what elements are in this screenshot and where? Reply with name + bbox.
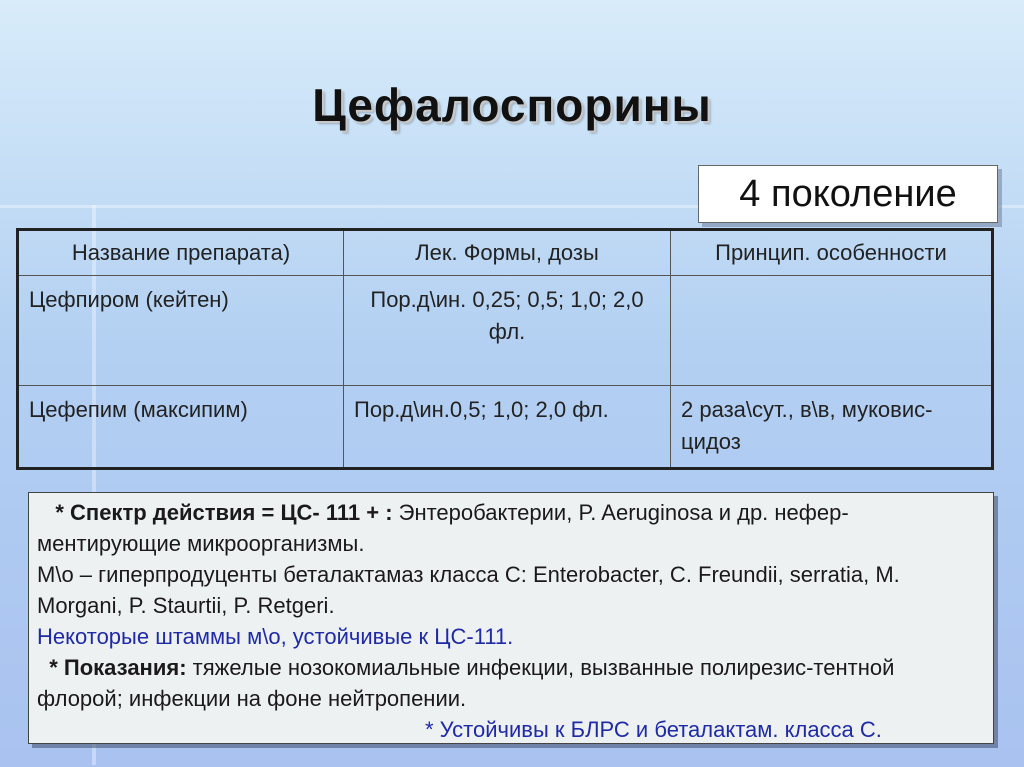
resistant-strains-text: Некоторые штаммы м\о, устойчивые к ЦС-111.: [37, 624, 514, 649]
drug-table: [16, 228, 994, 470]
header-forms-doses: Лек. Формы, дозы: [344, 230, 671, 276]
mo-paragraph: М\о – гиперпродуценты беталактамаз класса С: Enterobacter, C. Freundii, serratia, M. Morgani, P. Staurtii, P. Retgeri.: [37, 562, 900, 618]
resistant-note: * Устойчивы к БЛРС и беталактам. класса С.: [425, 717, 882, 742]
spectrum-paragraph: [37, 497, 985, 559]
slide-title: Цефалоспорины: [312, 79, 712, 131]
cell-forms-doses: Пор.д\ин.0,5; 1,0; 2,0 фл.: [344, 386, 671, 469]
info-box: [28, 492, 994, 744]
cell-features: [671, 276, 993, 386]
cell-forms-doses: Пор.д\ин. 0,25; 0,5; 1,0; 2,0 фл.: [344, 276, 671, 386]
indications-label: * Показания:: [49, 655, 187, 680]
header-features: Принцип. особенности: [671, 230, 993, 276]
cell-features: 2 раза\сут., в\в, муковис-цидоз: [671, 386, 993, 469]
indications-paragraph: [37, 652, 985, 714]
generation-label: 4 поколение: [698, 165, 998, 223]
table-header-row: [18, 230, 993, 276]
cell-drug-name: Цефепим (максипим): [18, 386, 344, 469]
table-row: [18, 276, 993, 386]
indications-text: тяжелые нозокомиальные инфекции, вызванные полирезис-тентной флорой; инфекции на фоне нейтропении.: [37, 655, 895, 711]
cell-drug-name: Цефпиром (кейтен): [18, 276, 344, 386]
spectrum-label: * Спектр действия = ЦС- 111 + :: [55, 500, 393, 525]
header-drug-name: Название препарата): [18, 230, 344, 276]
table-row: [18, 386, 993, 469]
spectrum-text: Энтеробактерии, P. Aeruginosa и др. нефер-ментирующие микроорганизмы.: [37, 500, 849, 556]
